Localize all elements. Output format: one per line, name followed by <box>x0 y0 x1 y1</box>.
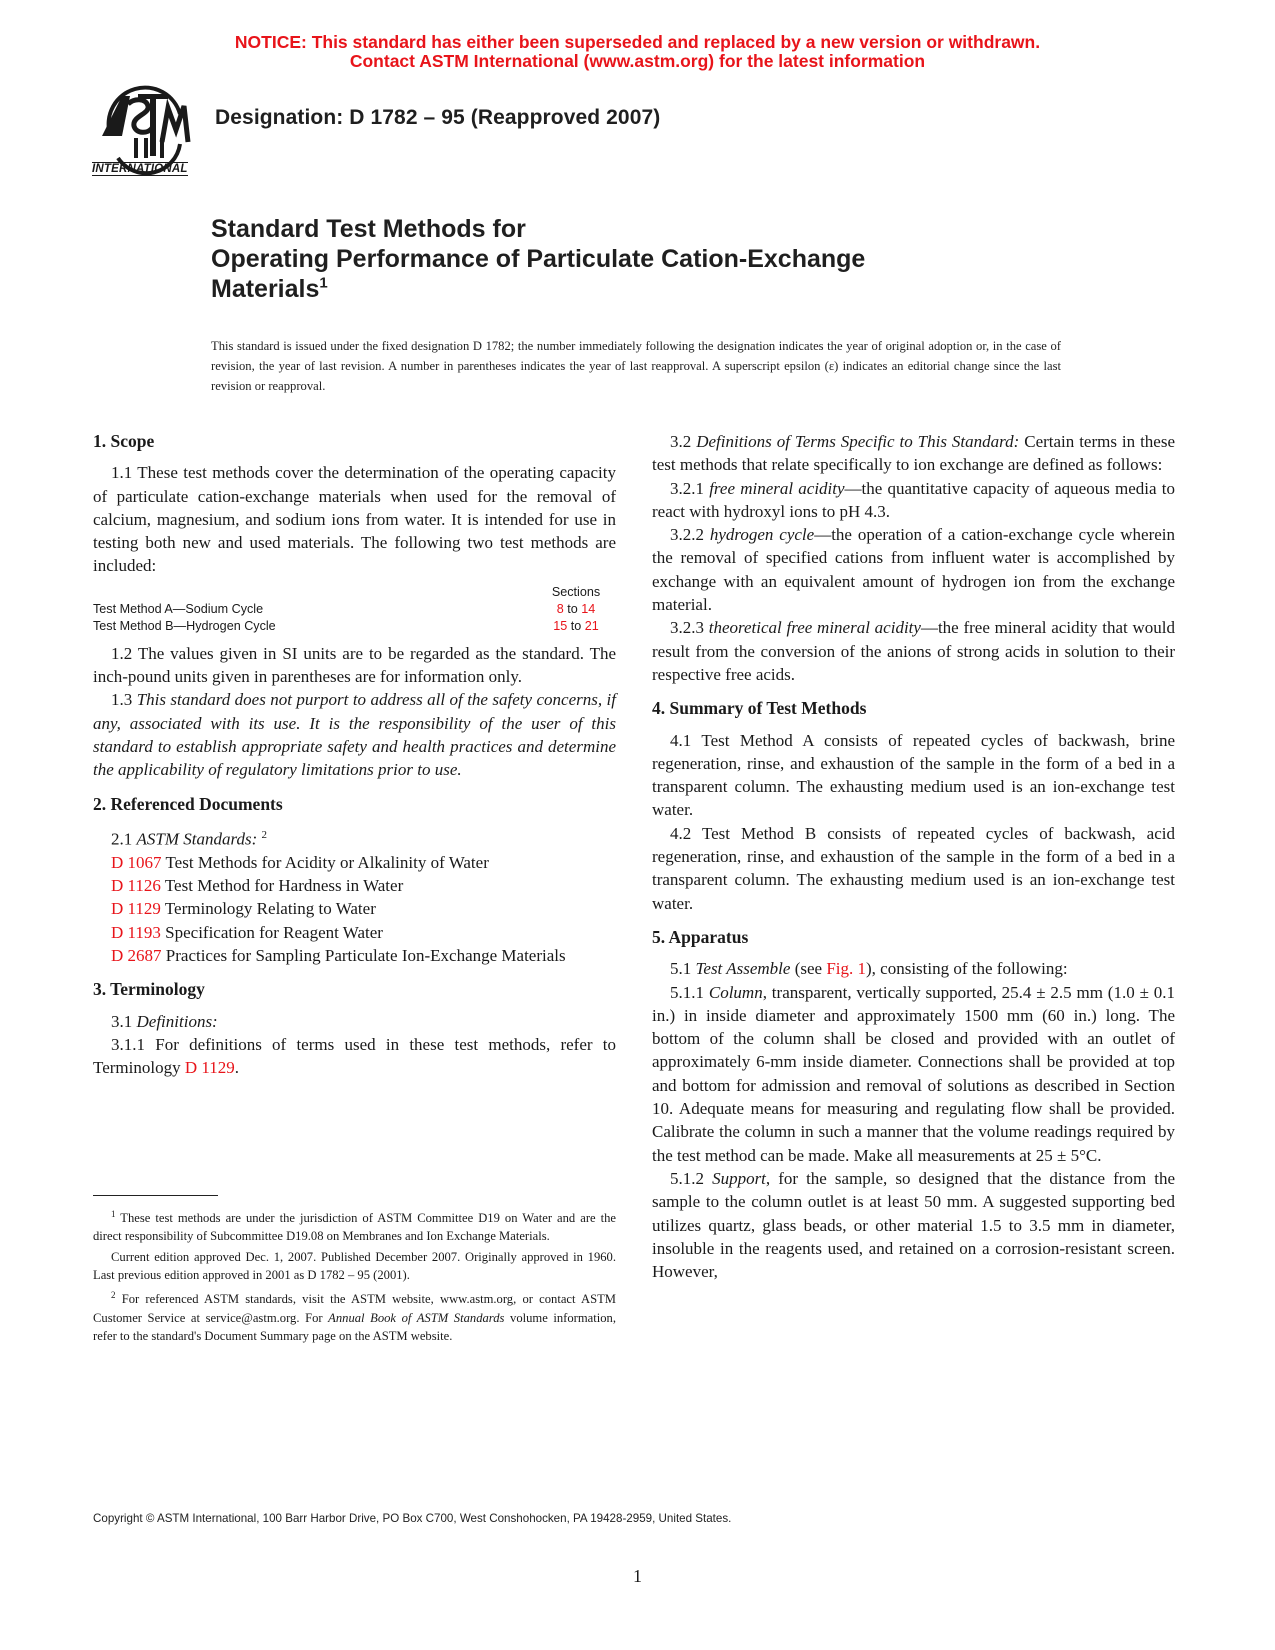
section-link-14[interactable]: 14 <box>581 601 596 616</box>
footnote-mark-2[interactable]: 2 <box>261 828 267 841</box>
issued-note: This standard is issued under the fixed designation D 1782; the number immediately following the designation indicates the year of original adoption or, in the case of revision, the year of last revision. A number in parentheses indicates the year of last reapproval. A superscript epsilon (ε) indicates an editorial change since the last revision or reapproval. <box>211 339 1061 393</box>
section-link-21[interactable]: 21 <box>584 618 599 633</box>
definition-free-mineral-acidity: 3.2.1 free mineral acidity—the quantitative capacity of aqueous media to react with hydroxyl ions to pH 4.3. <box>652 478 1176 521</box>
table-row: Test Method B—Hydrogen Cycle 15 to 21 <box>93 618 599 633</box>
left-column <box>93 430 616 1079</box>
doc-link-d1193[interactable]: D 1193 <box>111 922 161 942</box>
definition-hydrogen-cycle: 3.2.2 hydrogen cycle—the operation of a cation-exchange cycle wherein the removal of specified cations from influent water is accomplished by exchange with an equivalent amount of hydrogen ion from the exchange material. <box>652 525 1176 615</box>
footnote-divider <box>93 1195 218 1196</box>
document-title <box>211 214 865 304</box>
title-line-3: Materials$^1$ <box>211 274 328 303</box>
para-1-3: 1.3 This standard does not purport to address all of the safety concerns, if any, associated with its use. It is the responsibility of the user of this standard to establish appropriate safety and health practices and determine the applicability of regulatory limitations prior to use. <box>93 690 616 780</box>
footnote-1: $^1$ These test methods are under the jurisdiction of ASTM Committee D19 on Water and are the direct responsibility of Subcommittee D19.08 on Membranes and Ion Exchange Materials. <box>93 1209 617 1244</box>
para-4-2: 4.2 Test Method B consists of repeated cycles of backwash, acid regeneration, rinse, and exhaustion of the sample in the form of a bed in a transparent column. The exhausting medium used is an ion-exchange test water. <box>652 823 1175 913</box>
referenced-doc: D 1067 Test Methods for Acidity or Alkalinity of Water <box>111 852 489 872</box>
referenced-doc: D 1129 Terminology Relating to Water <box>111 899 376 919</box>
doc-link-d2687[interactable]: D 2687 <box>111 946 162 965</box>
copyright: Copyright © ASTM International, 100 Barr Harbor Drive, PO Box C700, West Conshohocken, PA 19428-2959, United States. <box>93 1512 732 1525</box>
test-methods-table <box>93 584 616 635</box>
footnotes <box>93 1205 616 1347</box>
definition-theoretical-free-mineral-acidity: 3.2.3 theoretical free mineral acidity—the free mineral acidity that would result from the conversion of the anions of strong acids in solution to their respective free acids. <box>652 618 1175 684</box>
referenced-doc: D 1193 Specification for Reagent Water <box>111 922 383 942</box>
figure-1-link[interactable]: Fig. 1 <box>826 959 866 979</box>
logo-international-text: INTERNATIONAL <box>92 163 188 175</box>
section-heading-terminology: 3. Terminology <box>93 979 205 1000</box>
section-link-8[interactable]: 8 <box>556 601 564 616</box>
doc-link-d1067[interactable]: D 1067 <box>111 852 162 872</box>
notice-line-1: NOTICE: This standard has either been superseded and replaced by a new version or withdrawn. <box>234 32 1041 52</box>
page-number: 1 <box>633 1566 642 1586</box>
doc-link-d1126[interactable]: D 1126 <box>111 876 161 896</box>
withdrawal-notice <box>0 33 1275 71</box>
para-1-2: 1.2 The values given in SI units are to be regarded as the standard. The inch-pound units given in parentheses are for information only. <box>93 643 616 687</box>
doc-link-d1129-terminology[interactable]: D 1129 <box>184 1058 235 1078</box>
right-column <box>652 430 1175 1283</box>
para-3-2: 3.2 Definitions of Terms Specific to This Standard: Certain terms in these test methods that relate specifically to ion exchange are defined as follows: <box>652 432 1176 475</box>
para-3-1-1: 3.1.1 For definitions of terms used in these test methods, refer to Terminology D 1129. <box>93 1034 616 1078</box>
doc-link-d1129[interactable]: D 1129 <box>111 899 161 919</box>
referenced-doc: D 1126 Test Method for Hardness in Water <box>111 876 404 896</box>
section-heading-apparatus: 5. Apparatus <box>652 926 749 947</box>
astm-logo <box>88 84 200 184</box>
table-header-sections: Sections <box>551 584 601 599</box>
para-2-1: 2.1 ASTM Standards: $^2$ <box>111 828 267 849</box>
para-3-1: 3.1 Definitions: <box>111 1011 218 1031</box>
para-5-1-1: 5.1.1 Column, transparent, vertically supported, 25.4 ± 2.5 mm (1.0 ± 0.1 in.) in inside diameter and approximately 1500 mm (60 in.) long. The bottom of the column shall be closed and provided with an outlet of approximately 6-mm inside diameter. Connections shall be provided at top and bottom for admission and removal of solutions as described in Section 10. Adequate means for measuring and regulating flow shall be provided. Calibrate the column in such a manner that the volume readings required by the test method can be made. Make all measurements at 25 ± 5°C. <box>652 982 1175 1165</box>
section-heading-scope: 1. Scope <box>93 431 155 451</box>
designation: Designation: D 1782 – 95 (Reapproved 2007) <box>215 106 661 129</box>
section-heading-summary: 4. Summary of Test Methods <box>652 698 867 719</box>
footnote-2: $^2$ For referenced ASTM standards, visit the ASTM website, www.astm.org, or contact ASTM Customer Service at service@astm.org. For Annual Book of ASTM Standards volume information, refer to the standard's Document Summary page on the ASTM website. <box>93 1290 617 1344</box>
title-line-1: Standard Test Methods for <box>211 215 526 243</box>
para-4-1: 4.1 Test Method A consists of repeated cycles of backwash, brine regeneration, rinse, and exhaustion of the sample in the form of a bed in a transparent column. The exhausting medium used is an ion-exchange test water. <box>652 730 1175 820</box>
footnote-1-edition: Current edition approved Dec. 1, 2007. Published December 2007. Originally approved in 1960. Last previous edition approved in 2001 as D 1782 – 95 (2001). <box>93 1249 616 1283</box>
para-1-1: 1.1 These test methods cover the determination of the operating capacity of particulate cation-exchange materials when used for the removal of calcium, magnesium, and sodium ions from water. It is intended for use in testing both new and used materials. The following two test methods are included: <box>93 463 616 576</box>
section-heading-referenced-documents: 2. Referenced Documents <box>93 793 283 814</box>
referenced-doc: D 2687 Practices for Sampling Particulate Ion-Exchange Materials <box>111 946 566 965</box>
title-line-2: Operating Performance of Particulate Cation-Exchange <box>211 245 866 273</box>
table-row: Test Method A—Sodium Cycle 8 to 14 <box>93 601 596 616</box>
para-5-1: 5.1 Test Assemble (see Fig. 1), consisting of the following: <box>670 959 1068 979</box>
section-link-15[interactable]: 15 <box>553 618 568 633</box>
para-5-1-2: 5.1.2 Support, for the sample, so designed that the distance from the sample to the column outlet is at least 50 mm. A suggested supporting bed utilizes quartz, glass beads, or other material 1.5 to 3.5 mm in diameter, insoluble in the reagents used, and retained on a corrosion-resistant screen. However, <box>652 1168 1176 1282</box>
title-footnote-mark[interactable]: 1 <box>319 274 328 292</box>
notice-line-2: Contact ASTM International (www.astm.org) for the latest information <box>349 51 926 71</box>
